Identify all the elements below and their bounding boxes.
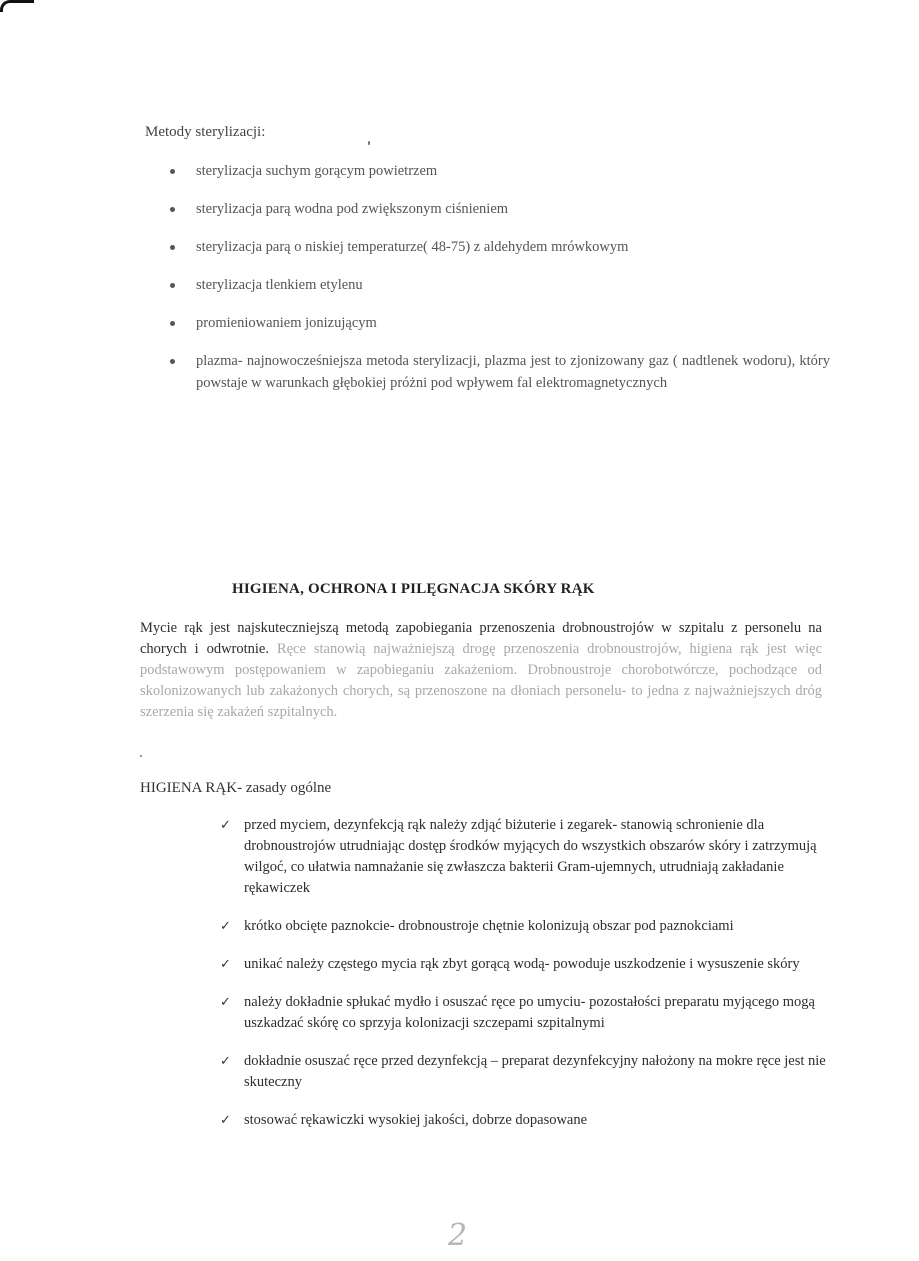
page-number: 2 — [448, 1218, 468, 1253]
bullet-dot-icon — [170, 245, 175, 250]
list-item — [168, 312, 830, 334]
checkmark-icon: ✓ — [220, 1054, 231, 1069]
list-item-text: sterylizacja tlenkiem etylenu — [196, 277, 363, 293]
list-item-text: dokładnie osuszać ręce przed dezynfekcją – preparat dezynfekcyjny nałożony na mokre ręce jest nie skuteczny — [244, 1053, 826, 1090]
hand-hygiene-heading: HIGIENA RĄK- zasady ogólne — [140, 780, 332, 796]
section-heading: HIGIENA, OCHRONA I PILĘGNACJA SKÓRY RĄK — [232, 581, 595, 597]
hand-hygiene-rules-list — [218, 815, 830, 1148]
paragraph-faded-text: Ręce stanowią najważniejszą drogę przenoszenia drobnoustrojów, higiena rąk jest więc podstawowym postępowaniem w zapobieganiu zakażeniom. Drobnoustroje chorobotwórcze, pochodzące od skolonizowanych lub zakażonych chorych, są przenoszone na dłoniach personelu- to jedna z najważniejszych dróg szerzenia się zakażeń szpitalnych. — [140, 641, 822, 720]
list-item — [218, 1110, 830, 1131]
scan-speck — [140, 755, 142, 757]
scan-speck — [368, 141, 370, 145]
list-item — [218, 1051, 830, 1093]
bullet-dot-icon — [170, 207, 175, 212]
list-item — [168, 198, 830, 220]
sterilization-methods-title: Metody sterylizacji: — [145, 124, 266, 140]
checkmark-icon: ✓ — [220, 919, 231, 934]
scan-corner-mark — [0, 0, 34, 12]
bullet-dot-icon — [170, 321, 175, 326]
hand-washing-paragraph — [140, 618, 822, 723]
checkmark-icon: ✓ — [220, 957, 231, 972]
list-item-text: plazma- najnowocześniejsza metoda sterylizacji, plazma jest to zjonizowany gaz ( nadtlenek wodoru), który powstaje w warunkach głębokiej próżni pod wpływem fal elektromagnetycznych — [196, 353, 830, 391]
list-item-text: unikać należy częstego mycia rąk zbyt gorącą wodą- powoduje uszkodzenie i wysuszenie skóry — [244, 956, 800, 972]
list-item — [168, 274, 830, 296]
checkmark-icon: ✓ — [220, 1113, 231, 1128]
checkmark-icon: ✓ — [220, 995, 231, 1010]
list-item — [218, 916, 830, 937]
list-item — [168, 236, 830, 258]
list-item-text: należy dokładnie spłukać mydło i osuszać ręce po umyciu- pozostałości preparatu myjącego mogą uszkadzać skórę co sprzyja kolonizacji szczepami szpitalnymi — [244, 994, 815, 1031]
list-item — [218, 992, 830, 1034]
bullet-dot-icon — [170, 169, 175, 174]
checkmark-icon: ✓ — [220, 818, 231, 833]
list-item-text: sterylizacja parą o niskiej temperaturze( 48-75) z aldehydem mrówkowym — [196, 239, 629, 255]
bullet-dot-icon — [170, 359, 175, 364]
sterilization-methods-list — [168, 160, 830, 410]
list-item-text: promieniowaniem jonizującym — [196, 315, 377, 331]
bullet-dot-icon — [170, 283, 175, 288]
list-item-text: krótko obcięte paznokcie- drobnoustroje chętnie kolonizują obszar pod paznokciami — [244, 918, 734, 934]
list-item — [168, 160, 830, 182]
paragraph-main-text: Mycie rąk jest najskuteczniejszą metodą zapobiegania przenoszenia drobnoustrojów w szpitalu z personelu na chorych i odwrotnie. — [140, 620, 822, 657]
list-item — [168, 350, 830, 394]
list-item-text: sterylizacja suchym gorącym powietrzem — [196, 163, 438, 179]
list-item — [218, 815, 830, 899]
list-item-text: sterylizacja parą wodna pod zwiększonym ciśnieniem — [196, 201, 509, 217]
list-item-text: stosować rękawiczki wysokiej jakości, dobrze dopasowane — [244, 1112, 588, 1128]
list-item — [218, 954, 830, 975]
list-item-text: przed myciem, dezynfekcją rąk należy zdjąć biżuterie i zegarek- stanowią schronienie dla drobnoustrojów utrudniając dostęp środków myjących do wszystkich obszarów skóry i zatrzymują wilgoć, co ułatwia namnażanie się zwłaszcza bakterii Gram-ujemnych, utrudniają zakładanie rękawiczek — [244, 817, 817, 896]
